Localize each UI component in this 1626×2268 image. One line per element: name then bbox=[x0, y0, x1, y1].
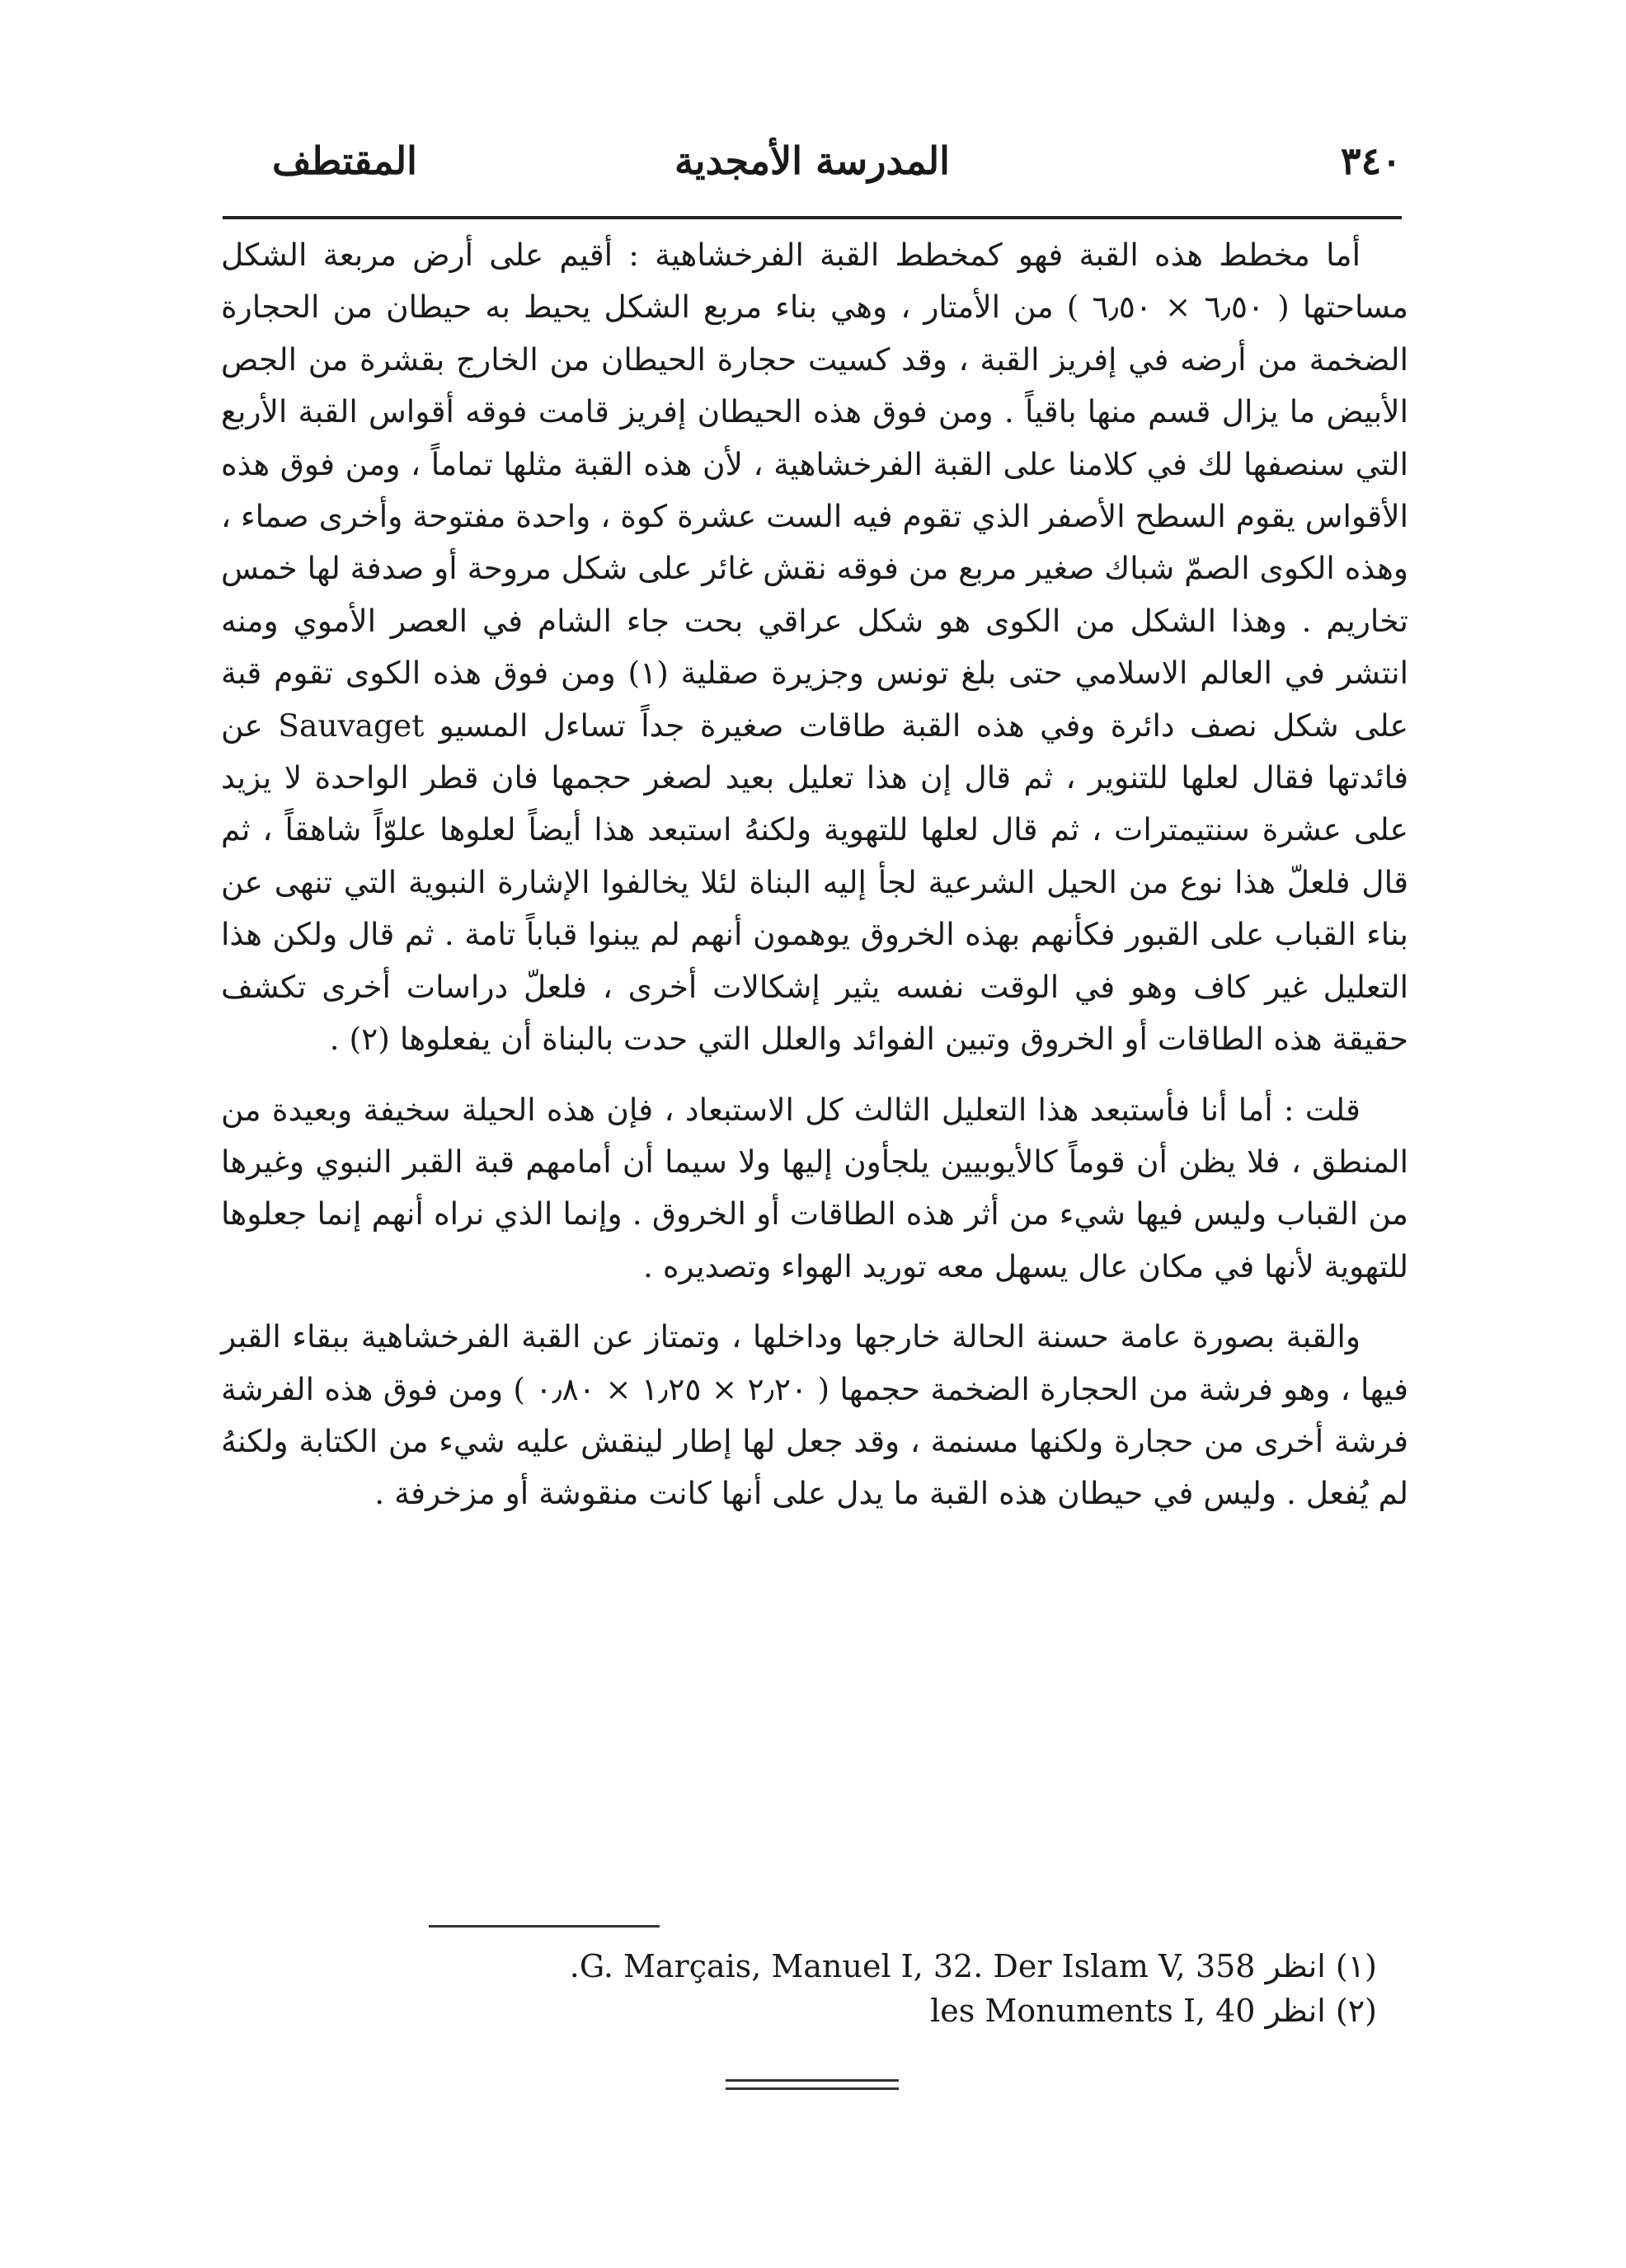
paragraph: والقبة بصورة عامة حسنة الحالة خارجها وداخلها ، وتمتاز عن القبة الفرخشاهية ببقاء القبر فيها ، وهو فرشة من الحجارة الضخمة حجمها ( ٢٫٢٠ × ١٫٢٥ × ٠٫٨٠ ) ومن فوق هذه الفرشة فرشة أخرى من حجارة ولكنها مسنمة ، وقد جعل لها إطار لينقش عليه شيء من الكتابة ولكنهُ لم يُفعل . وليس في حيطان هذه القبة ما يدل على أنها كانت منقوشة أو مزخرفة . bbox=[221, 1318, 1409, 1512]
footnote-separator bbox=[429, 1925, 660, 1928]
footnote: (٢) انظر les Monuments I, 40 bbox=[930, 1993, 1377, 2029]
footnote: (١) انظر G. Marçais, Manuel I, 32. Der Islam V, 358. bbox=[569, 1948, 1377, 1984]
paragraph: قلت : أما أنا فأستبعد هذا التعليل الثالث كل الاستبعاد ، فإن هذه الحيلة سخيفة وبعيدة من المنطق ، فلا يظن أن قوماً كالأيوبيين يلجأون إليها ولا سيما أن أمامهم قبة القبر النبوي وغيرها من القباب وليس فيها شيء من أثر هذه الطاقات أو الخروق . وإنما الذي نراه أنهم إنما جعلوها للتهوية لأنها في مكان عال يسهل معه توريد الهواء وتصديره . bbox=[221, 1091, 1408, 1284]
page-number: ٣٤٠ bbox=[1340, 139, 1402, 183]
body-text bbox=[221, 229, 1408, 1520]
journal-name: المقتطف bbox=[272, 139, 417, 183]
running-title: المدرسة الأمجدية bbox=[674, 139, 950, 183]
end-rule bbox=[726, 2087, 899, 2090]
page-header bbox=[223, 139, 1402, 204]
footnotes bbox=[421, 1944, 1377, 2033]
paragraph: أما مخطط هذه القبة فهو كمخطط القبة الفرخشاهية : أقيم على أرض مربعة الشكل مساحتها ( ٦٫٥٠ × ٦٫٥٠ ) من الأمتار ، وهي بناء مربع الشكل يحيط به حيطان من الحجارة الضخمة من أرضه في إفريز القبة ، وقد كسيت حجارة الحيطان من الخارج بقشرة من الجص الأبيض ما يزال قسم منها باقياً . ومن فوق هذه الحيطان إفريز قامت فوقه أقواس القبة الأربع التي سنصفها لك في كلامنا على القبة الفرخشاهية ، لأن هذه القبة مثلها تماماً ، ومن فوق هذه الأقواس يقوم السطح الأصفر الذي تقوم فيه الست عشرة كوة ، واحدة مفتوحة وأخرى صماء ، وهذه الكوى الصمّ شباك صغير مربع من فوقه نقش غائر على شكل مروحة أو صدفة لها خمس تخاريم . وهذا الشكل من الكوى هو شكل عراقي بحت جاء الشام في العصر الأموي ومنه انتشر في العالم الاسلامي حتى بلغ تونس وجزيرة صقلية (١) ومن فوق هذه الكوى تقوم قبة على شكل نصف دائرة وفي هذه القبة طاقات صغيرة جداً تساءل المسيو Sauvaget عن فائدتها فقال لعلها للتنوير ، ثم قال إن هذا تعليل بعيد لصغر حجمها فان قطر الواحدة لا يزيد على عشرة سنتيمترات ، ثم قال لعلها للتهوية ولكنهُ استبعد هذا أيضاً لعلوها علوّاً شاهقاً ، ثم قال فلعلّ هذا نوع من الحيل الشرعية لجأ إليه البناة لئلا يخالفوا الإشارة النبوية التي تنهى عن بناء القباب على القبور فكأنهم بهذه الخروق يوهمون أنهم لم يبنوا قباباً تامة . ثم قال ولكن هذا التعليل غير كاف وهو في الوقت نفسه يثير إشكالات أخرى ، فلعلّ دراسات أخرى تكشف حقيقة هذه الطاقات أو الخروق وتبين الفوائد والعلل التي حدت بالبناة أن يفعلوها (٢) . bbox=[221, 237, 1409, 1058]
end-rule bbox=[726, 2079, 899, 2082]
header-rule bbox=[223, 216, 1402, 219]
